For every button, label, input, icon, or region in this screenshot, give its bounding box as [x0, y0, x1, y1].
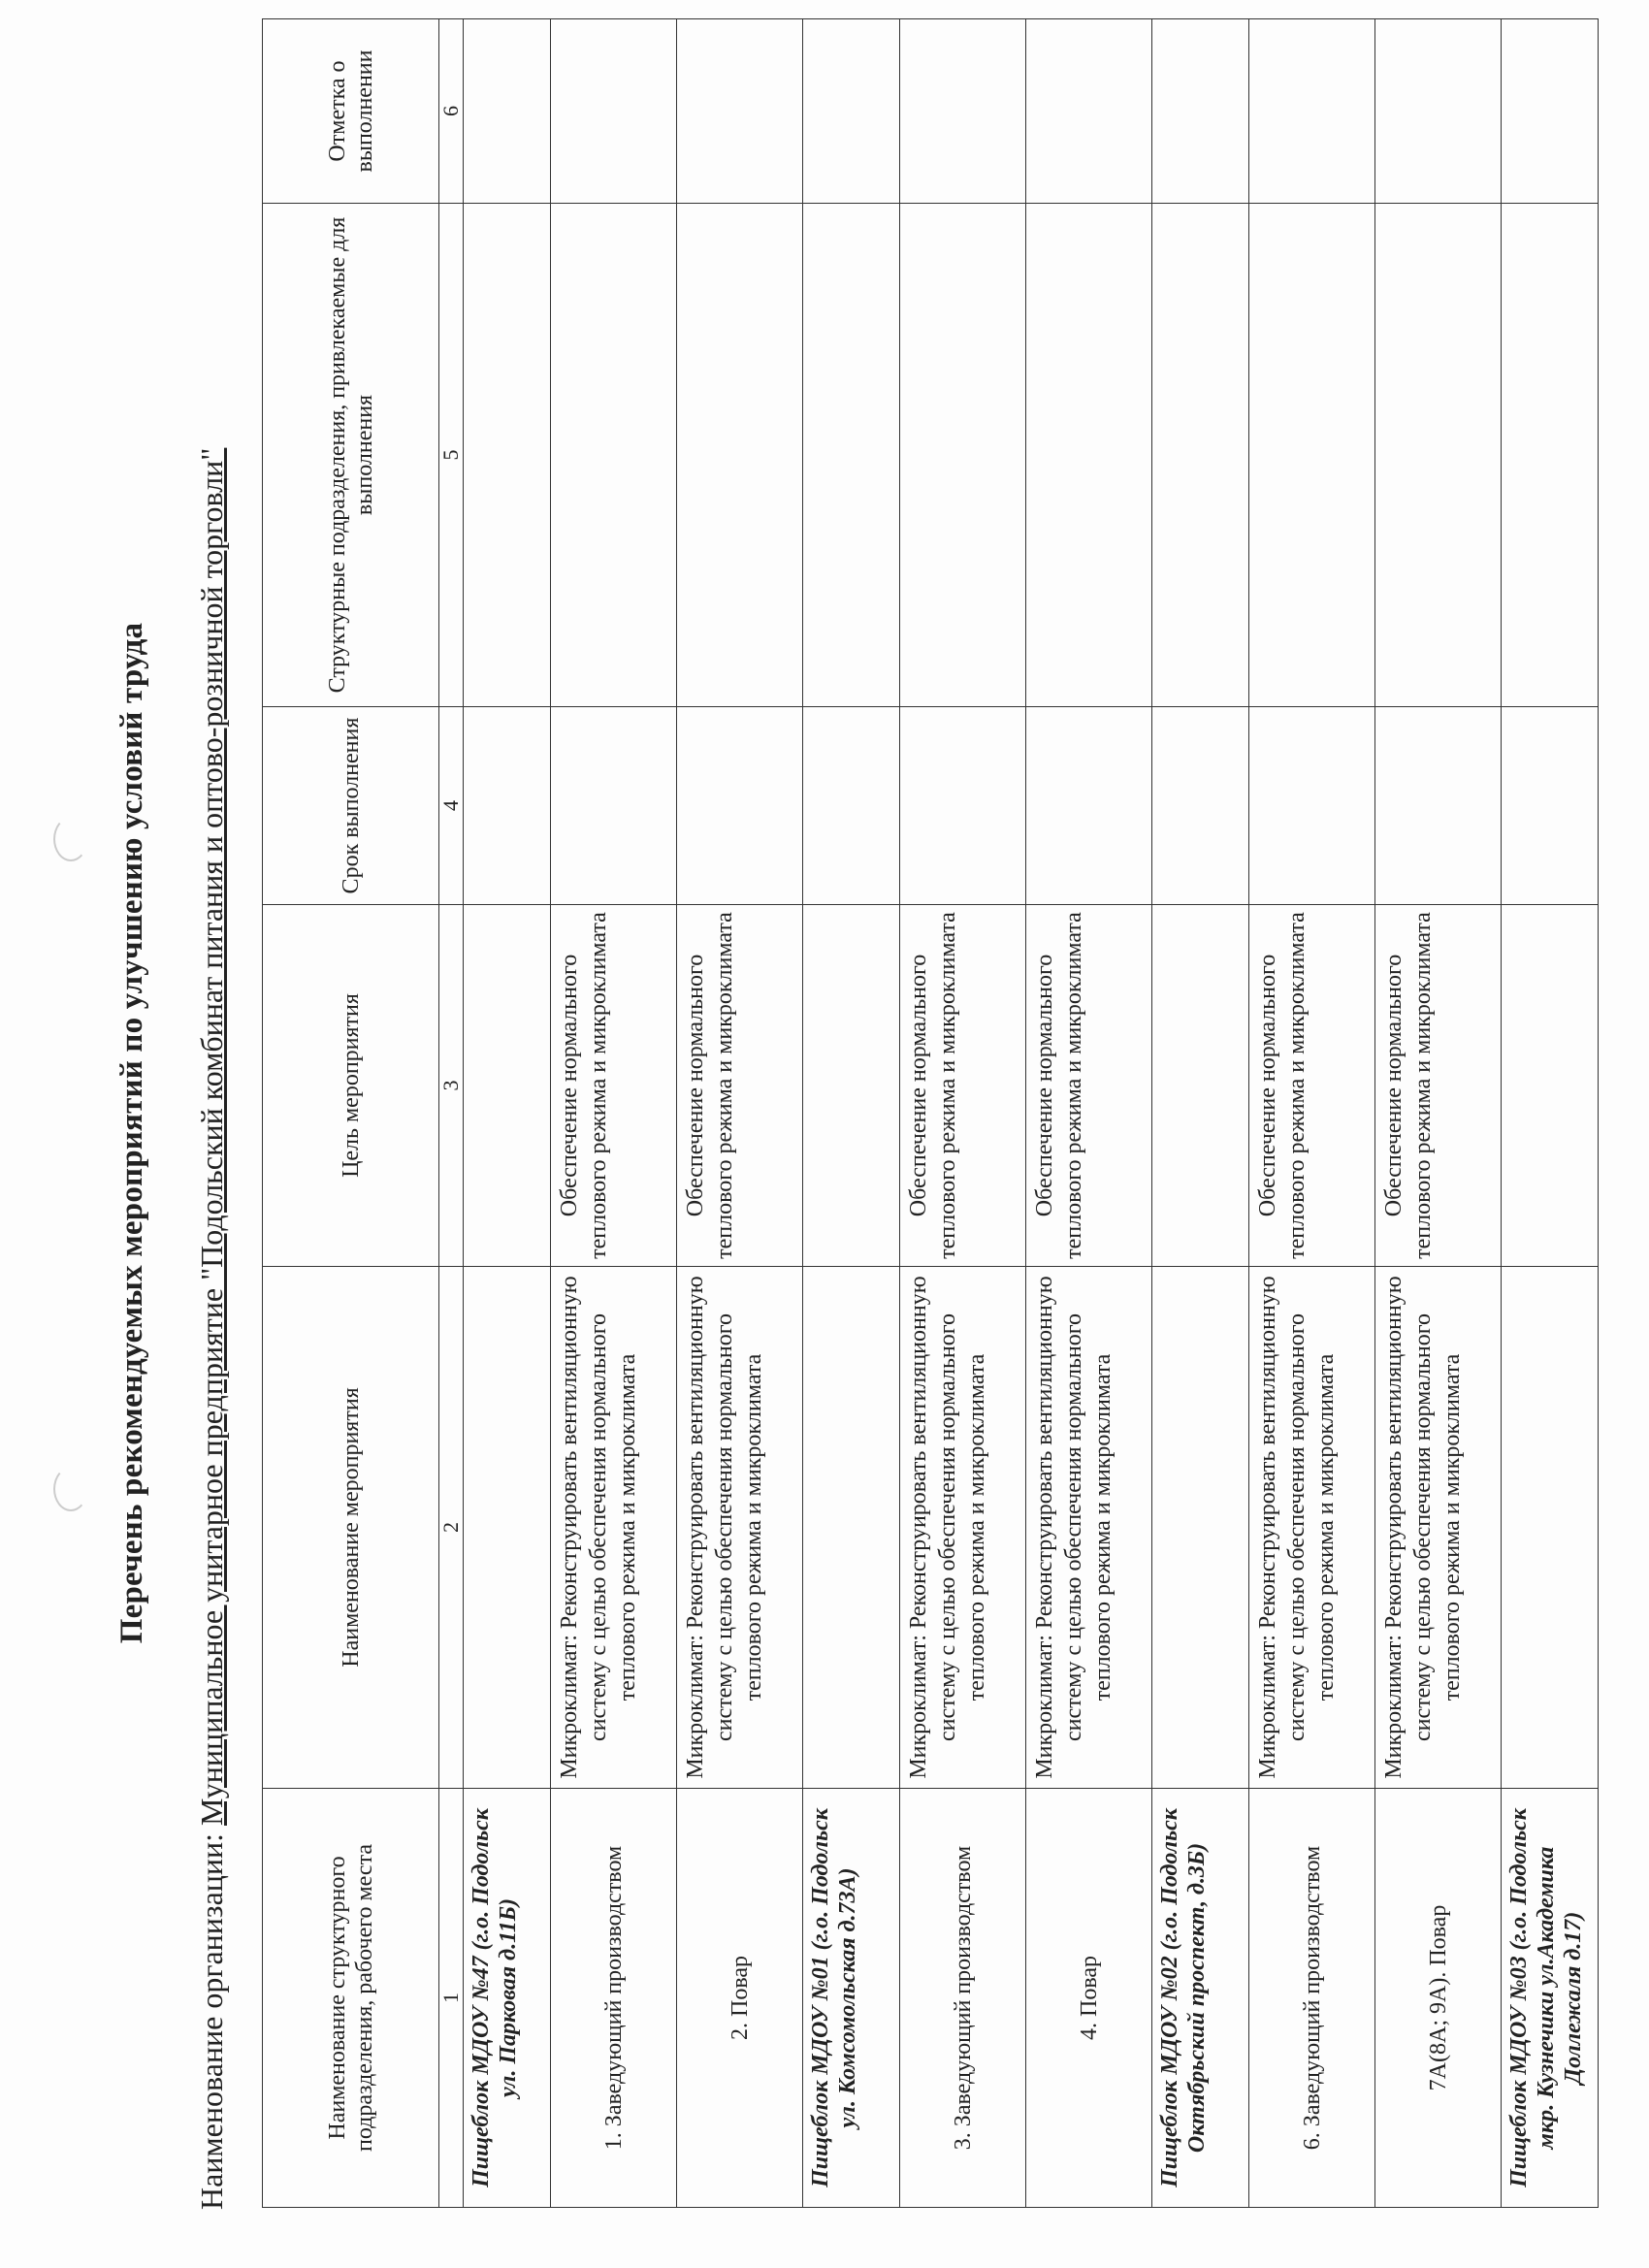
- measures-table: [262, 18, 1599, 2208]
- goal-cell: Обеспечение нормального теплового режима и микроклимата: [1375, 905, 1502, 1267]
- header-deadline: Срок выполнения: [263, 707, 439, 905]
- location-row: [803, 19, 900, 2208]
- location-cell: Пищеблок МДОУ №03 (г.о. Подольск мкр. Кузнечики ул.Академика Доллежаля д.17): [1502, 1789, 1599, 2208]
- location-cell: Пищеблок МДОУ №47 (г.о. Подольск ул. Парковая д.11Б): [464, 1789, 551, 2208]
- job-cell: 3. Заведующий производством: [900, 1789, 1026, 2208]
- table-row: [551, 19, 677, 2208]
- measures-table-wrapper: [262, 19, 1599, 2208]
- header-measure: Наименование мероприятия: [263, 1267, 439, 1789]
- column-number: 2: [439, 1267, 464, 1789]
- header-completion-mark: Отметка о выполнении: [263, 19, 439, 204]
- location-row: [1152, 19, 1249, 2208]
- location-cell: Пищеблок МДОУ №02 (г.о. Подольск Октябрьский проспект, д.3Б): [1152, 1789, 1249, 2208]
- column-number: 3: [439, 905, 464, 1267]
- column-number: 6: [439, 19, 464, 204]
- table-row: [900, 19, 1026, 2208]
- goal-cell: Обеспечение нормального теплового режима и микроклимата: [677, 905, 803, 1267]
- job-cell: 4. Повар: [1026, 1789, 1152, 2208]
- organization-label: Наименование организации:: [194, 1832, 229, 2210]
- document-title: Перечень рекомендуемых мероприятий по улучшению условий труда: [114, 622, 149, 1644]
- goal-cell: Обеспечение нормального теплового режима и микроклимата: [900, 905, 1026, 1267]
- measure-cell: Микроклимат: Реконструировать вентиляционную систему с целью обеспечения нормального теплового режима и микроклимата: [1375, 1267, 1502, 1789]
- measure-cell: Микроклимат: Реконструировать вентиляционную систему с целью обеспечения нормального теплового режима и микроклимата: [1249, 1267, 1375, 1789]
- job-cell: 2. Повар: [677, 1789, 803, 2208]
- measure-cell: Микроклимат: Реконструировать вентиляционную систему с целью обеспечения нормального теплового режима и микроклимата: [677, 1267, 803, 1789]
- job-cell: 6. Заведующий производством: [1249, 1789, 1375, 2208]
- column-number: 5: [439, 204, 464, 707]
- measure-cell: Микроклимат: Реконструировать вентиляционную систему с целью обеспечения нормального теплового режима и микроклимата: [551, 1267, 677, 1789]
- table-row: [1026, 19, 1152, 2208]
- goal-cell: Обеспечение нормального теплового режима и микроклимата: [1249, 905, 1375, 1267]
- location-row: [464, 19, 551, 2208]
- organization-line: [194, 0, 230, 2268]
- punch-hole-mark: [53, 1467, 88, 1511]
- column-number: 1: [439, 1789, 464, 2208]
- location-cell: Пищеблок МДОУ №01 (г.о. Подольск ул. Комсомольская д.73А): [803, 1789, 900, 2208]
- location-row: [1502, 19, 1599, 2208]
- measure-cell: Микроклимат: Реконструировать вентиляционную систему с целью обеспечения нормального теплового режима и микроклимата: [1026, 1267, 1152, 1789]
- column-number-row: [439, 19, 464, 2208]
- header-unit: Наименование структурного подразделения, рабочего места: [263, 1789, 439, 2208]
- column-number: 4: [439, 707, 464, 905]
- table-row: [1249, 19, 1375, 2208]
- header-row: [263, 19, 439, 2208]
- goal-cell: Обеспечение нормального теплового режима и микроклимата: [1026, 905, 1152, 1267]
- goal-cell: Обеспечение нормального теплового режима и микроклимата: [551, 905, 677, 1267]
- table-row: [1375, 19, 1502, 2208]
- punch-hole-mark: [53, 817, 88, 861]
- table-row: [677, 19, 803, 2208]
- header-departments: Структурные подразделения, привлекаемые для выполнения: [263, 204, 439, 707]
- measure-cell: Микроклимат: Реконструировать вентиляционную систему с целью обеспечения нормального теплового режима и микроклимата: [900, 1267, 1026, 1789]
- organization-name: Муниципальное унитарное предприятие "Подольский комбинат питания и оптово-розничной торговли": [194, 447, 229, 1826]
- job-cell: 1. Заведующий производством: [551, 1789, 677, 2208]
- header-goal: Цель мероприятия: [263, 905, 439, 1267]
- job-cell: 7А(8А; 9А). Повар: [1375, 1789, 1502, 2208]
